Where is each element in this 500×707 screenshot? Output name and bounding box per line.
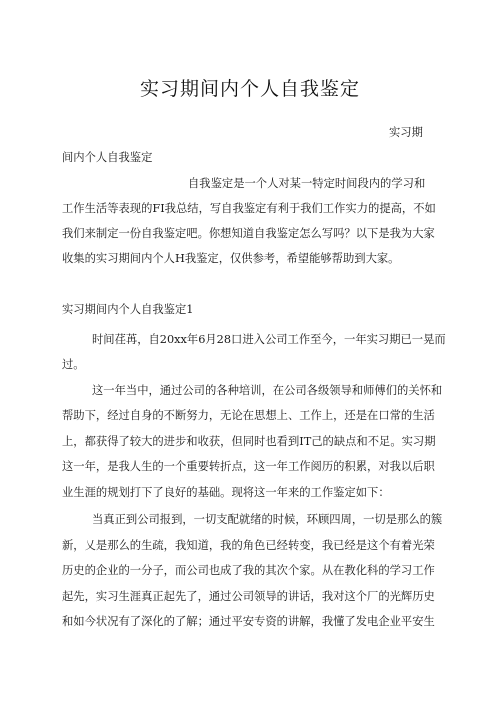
body-line: 新，乂是那么的生疏，我知道，我的角色已经转变，我已经是这个有着光荣 xyxy=(62,539,435,552)
body-line: 过。 xyxy=(62,358,85,371)
section-heading: 实习期间内个人自我鉴定1 xyxy=(62,303,194,316)
body-line: 业生涯的规划打下了良好的基础。现将这一年来的工作鉴定如下： xyxy=(62,486,390,499)
body-line: 这一年当中，通过公司的各种培训，在公司各级领导和师傅们的关怀和 xyxy=(92,384,443,397)
intro-line: 间内个人自我鉴定 xyxy=(62,151,153,164)
intro-line: 自我鉴定是一个人对某一特定时间段内的学习和 xyxy=(188,177,426,190)
intro-line: 我们来制定一份自我鉴定吧。你想知道自我鉴定怎么写吗？以下是我为大家 xyxy=(62,227,435,240)
document-title: 实习期间内个人自我鉴定 xyxy=(139,78,360,100)
body-line: 起先，实习生涯真正起先了，通过公司领导的讲话，我对这个厂的光辉历史 xyxy=(62,590,435,603)
body-line: 和如今状况有了深化的了解；通过平安专资的讲解，我懂了发电企业平安生 xyxy=(62,615,435,628)
intro-line: 实习期 xyxy=(389,126,423,139)
body-line: 帮助下，经过自身的不断努力，无论在思想上、工作上，还是在口常的生活 xyxy=(62,409,435,422)
body-line: 当真正到公司报到，一切支配就绪的时候，环顾四周，一切是那么的簇 xyxy=(92,513,443,526)
body-line: 历史的企业的一分子，而公司也成了我的其次个家。从在教化科的学习工作 xyxy=(62,564,435,577)
body-line: 上，都获得了较大的进步和收获，但同时也看到IT己的缺点和不足。实习期 xyxy=(62,435,436,448)
body-line: 这一年，是我人生的一个重要转折点，这一年工作阅历的积累，对我以后职 xyxy=(62,460,435,473)
intro-line: 收集的实习期间内个人H我鉴定，仅供参考，希望能够帮助到大家。 xyxy=(62,252,400,265)
intro-line: 工作生活等表现的FI我总结，写自我鉴定有利于我们工作实力的提高，不如 xyxy=(62,202,436,215)
body-line: 时间荏苒，自20xx年6月28口进入公司工作至今，一年实习期已一晃而 xyxy=(92,333,446,346)
